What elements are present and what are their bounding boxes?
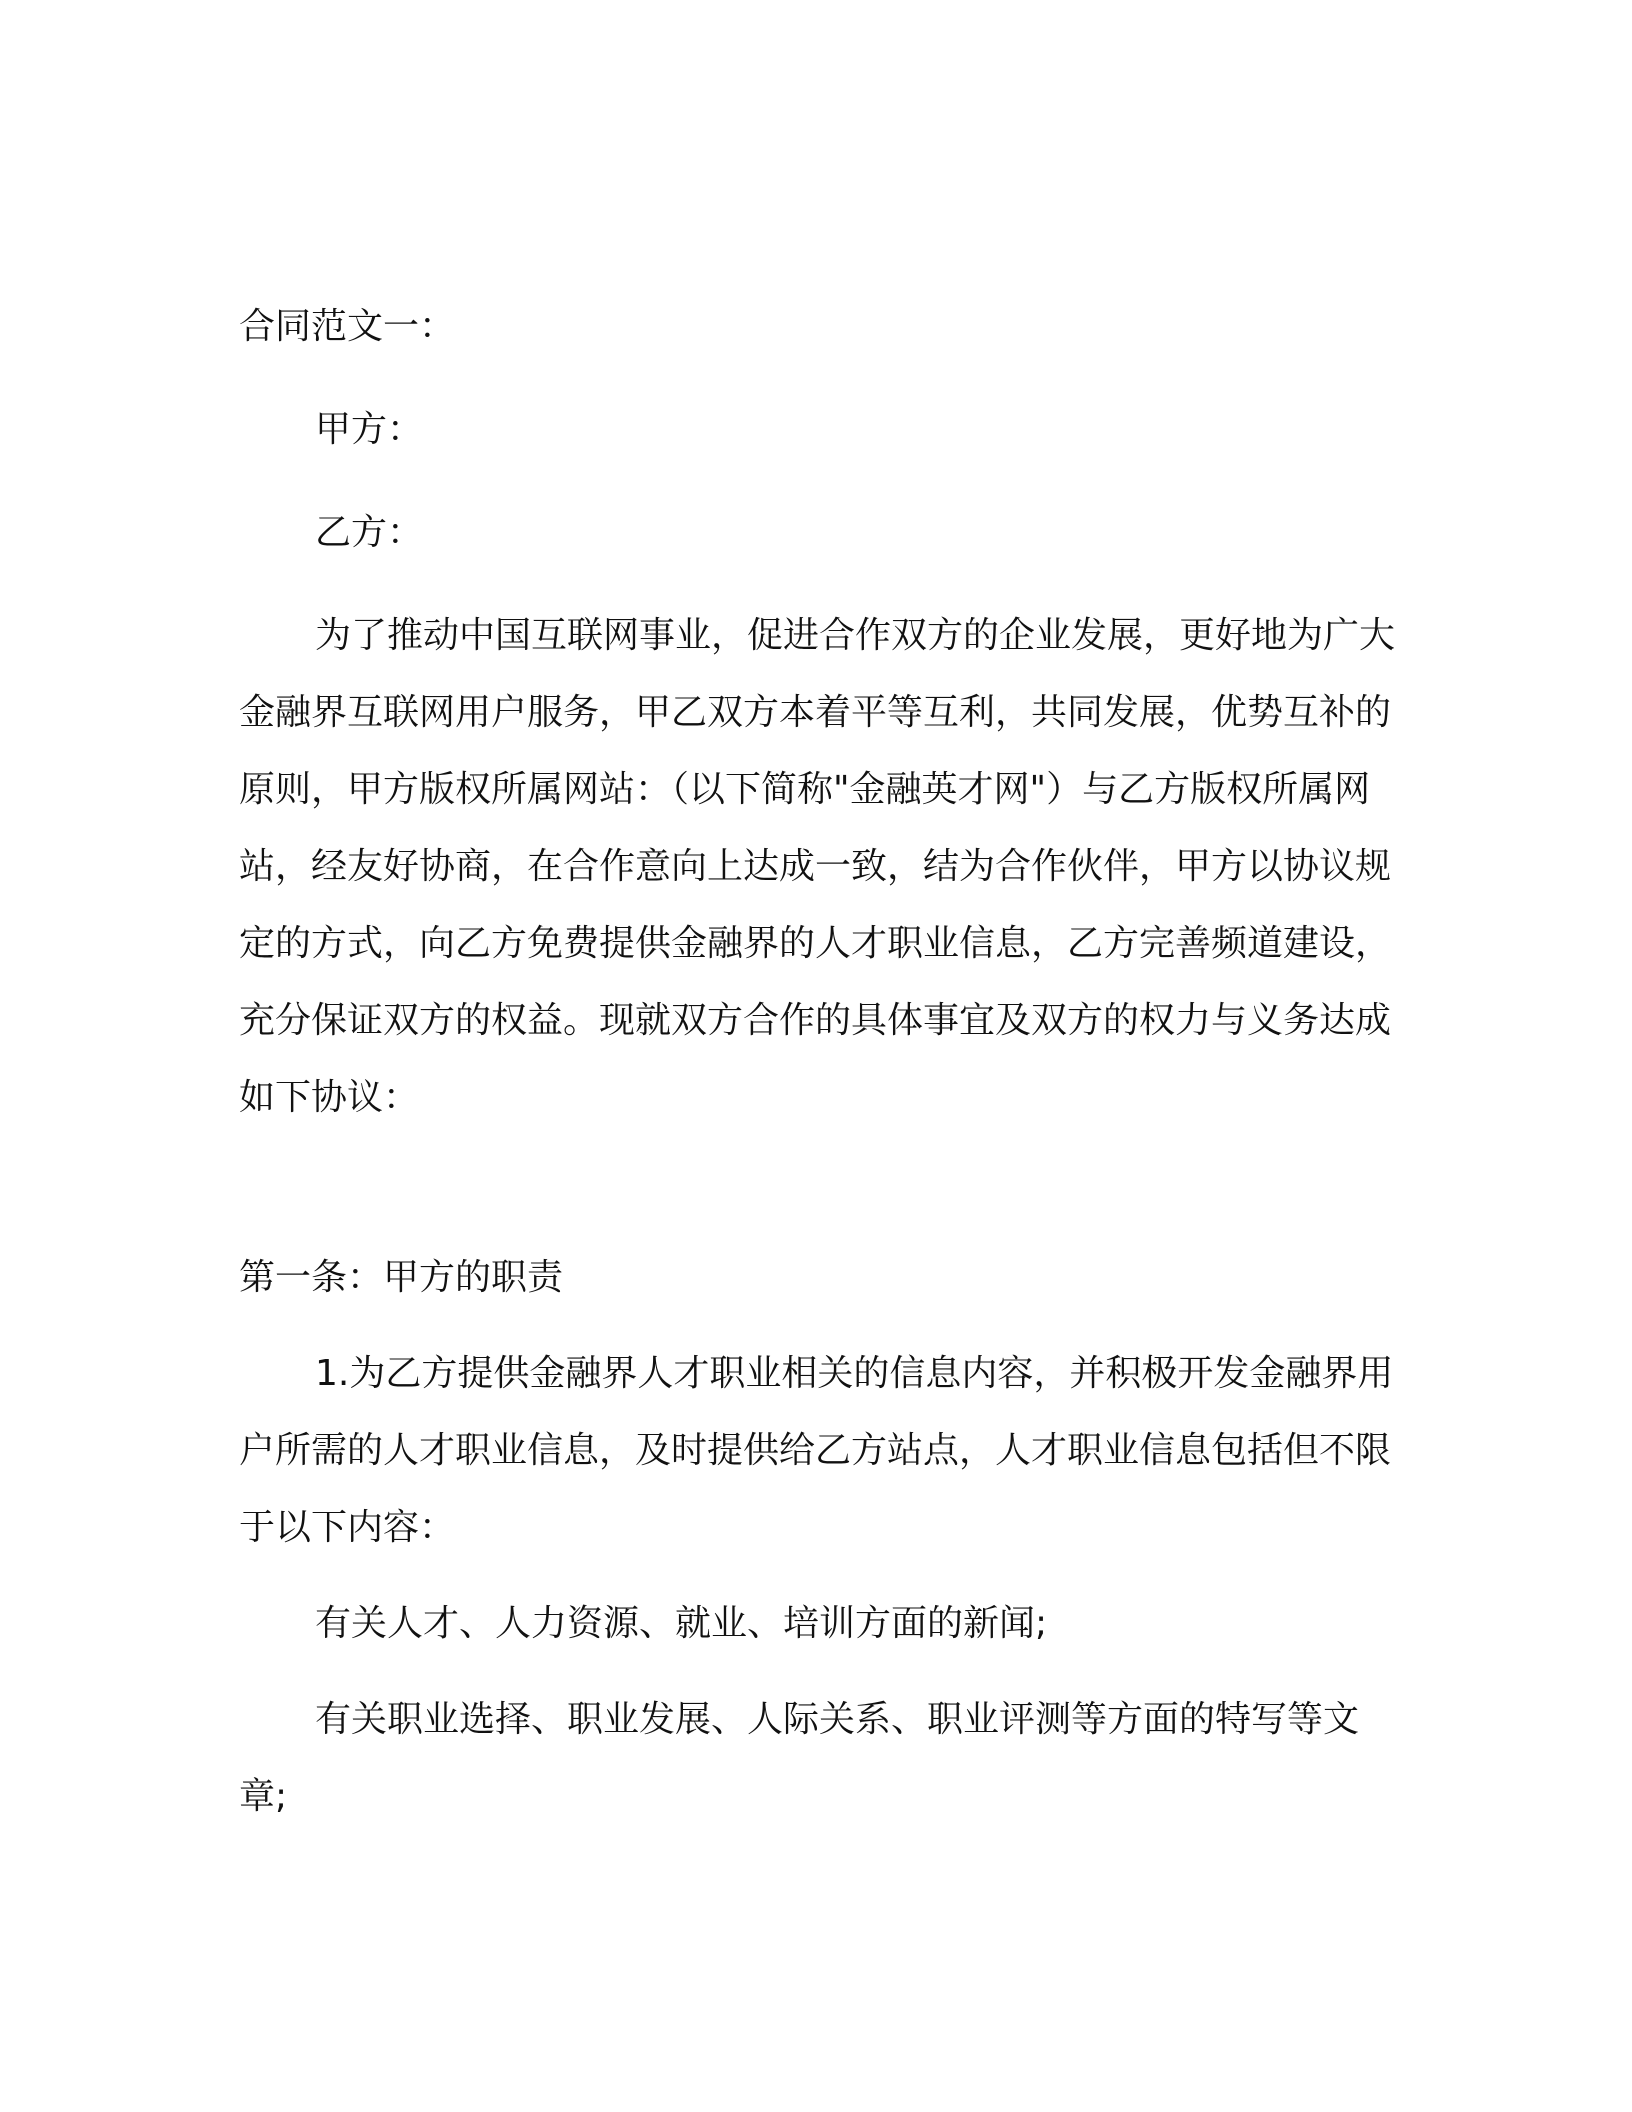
party-a-line: 甲方： [315, 409, 424, 450]
intro-paragraph: 为了推动中国互联网事业，促进合作双方的企业发展，更好地为广大金融界互联网用户服务，甲乙双方本着平等互利，共同发展，优势互补的原则，甲方版权所属网站：（以下简称"金融英才网"）与乙方版权所属网站，经友好协商，在合作意向上达成一致，结为合作伙伴，甲方以协议规定的方式，向乙方免费提供金融界的人才职业信息，乙方完善频道建设，充分保证双方的权益。现就双方合作的具体事宜及双方的权力与义务达成如下协议： [239, 615, 1396, 1118]
article1-bullet1: 有关人才、人力资源、就业、培训方面的新闻; [315, 1603, 1048, 1644]
article1-title: 第一条：甲方的职责 [239, 1257, 564, 1298]
document-body [239, 288, 1399, 1835]
article1-item1: 1.为乙方提供金融界人才职业相关的信息内容，并积极开发金融界用户所需的人才职业信息，及时提供给乙方站点，人才职业信息包括但不限于以下内容： [239, 1353, 1394, 1548]
document-heading: 合同范文一： [239, 306, 456, 347]
article1-bullet2: 有关职业选择、职业发展、人际关系、职业评测等方面的特写等文章; [239, 1699, 1360, 1817]
party-b-line: 乙方： [315, 512, 424, 553]
